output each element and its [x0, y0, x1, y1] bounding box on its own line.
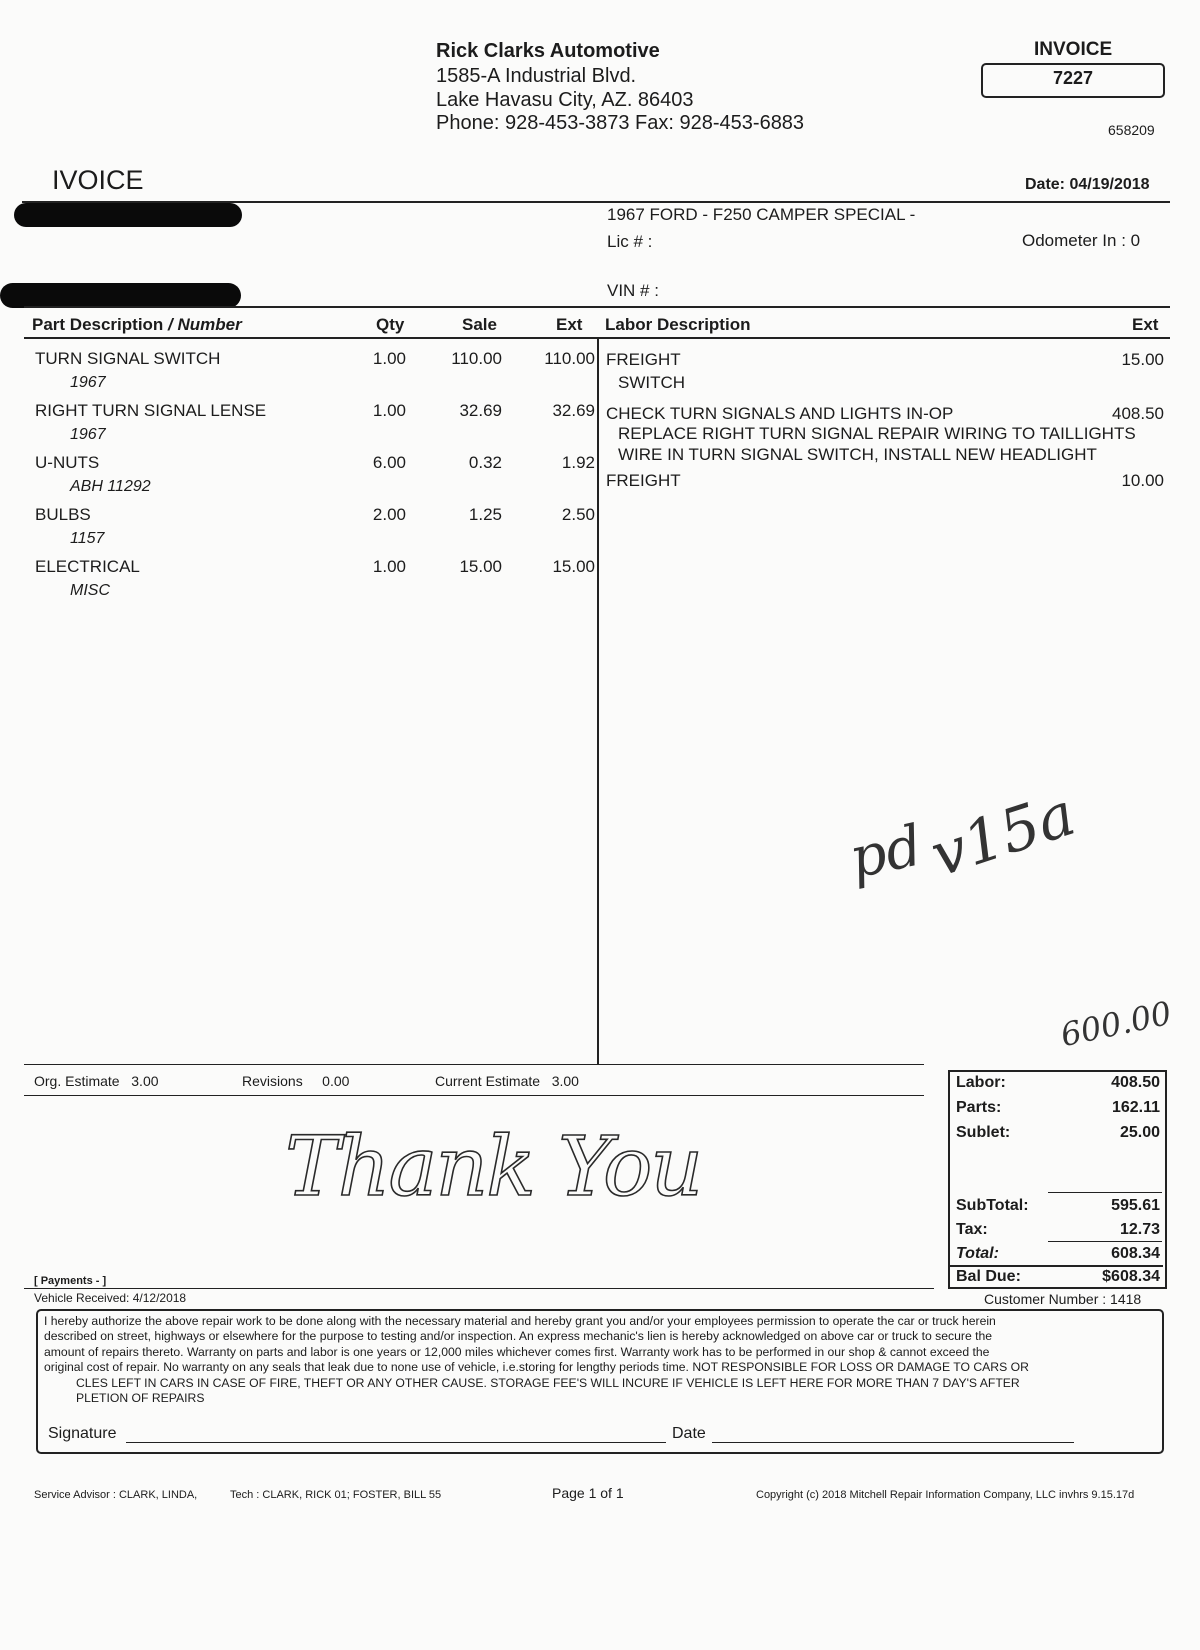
invoice-label: INVOICE — [1034, 39, 1113, 60]
parts-header-description: Part Description / Number — [32, 315, 242, 334]
parts-header-sale: Sale — [462, 315, 497, 334]
labor-title: FREIGHT — [606, 471, 681, 490]
part-ext: 15.00 — [552, 557, 595, 576]
part-qty: 2.00 — [372, 505, 406, 524]
labor-title: CHECK TURN SIGNALS AND LIGHTS IN-OP — [606, 404, 954, 423]
legal-line: original cost of repair. No warranty on any seals that leak due to none use of vehicle, i.e.storing for lengthy periods time. NOT RESPONSIBLE FOR LOSS OR DAMAGE TO CARS OR — [44, 1360, 1029, 1375]
redacted-customer-address — [0, 283, 241, 308]
subtotal-label: SubTotal: — [956, 1197, 1029, 1214]
signature-label: Signature — [48, 1425, 117, 1442]
subtotal-rule — [1048, 1192, 1162, 1193]
odometer-in: Odometer In : 0 — [1022, 231, 1141, 250]
part-number: MISC — [70, 582, 110, 599]
total-value: 608.34 — [1111, 1245, 1160, 1262]
payments-rule — [24, 1288, 934, 1289]
payments-label: [ Payments - ] — [34, 1275, 107, 1287]
baldue-rule — [948, 1265, 1163, 1267]
part-sale: 1.25 — [468, 505, 502, 524]
parts-total-label: Parts: — [956, 1099, 1002, 1116]
tax-label: Tax: — [956, 1221, 988, 1238]
part-sale: 15.00 — [459, 557, 502, 576]
signature-line[interactable] — [126, 1442, 666, 1443]
part-qty: 1.00 — [372, 557, 406, 576]
part-description: BULBS — [35, 505, 91, 524]
part-description: U-NUTS — [35, 453, 100, 472]
labor-total-label: Labor: — [956, 1074, 1006, 1091]
sublet-total-label: Sublet: — [956, 1124, 1011, 1141]
table-top-rule — [24, 306, 1170, 308]
customer-number: Customer Number : 1418 — [984, 1291, 1142, 1307]
invoice-date: Date: 04/19/2018 — [1025, 176, 1150, 193]
org-estimate: Org. Estimate 3.00 — [34, 1073, 159, 1089]
license-label: Lic # : — [607, 232, 653, 251]
part-description: ELECTRICAL — [35, 557, 140, 576]
shop-phone-fax: Phone: 928-453-3873 Fax: 928-453-6883 — [436, 112, 805, 134]
sublet-total: 25.00 — [1119, 1124, 1160, 1141]
date-label: Date — [672, 1425, 706, 1442]
parts-header-qty: Qty — [376, 315, 405, 334]
handwritten-paid-note: pd — [844, 813, 928, 892]
subtotal-value: 595.61 — [1111, 1197, 1160, 1214]
part-qty: 1.00 — [372, 349, 406, 368]
handwritten-visa-note: v15a — [922, 779, 1084, 891]
bal-due-value: $608.34 — [1102, 1268, 1160, 1285]
labor-detail: WIRE IN TURN SIGNAL SWITCH, INSTALL NEW HEADLIGHT — [618, 445, 1097, 464]
legal-line: PLETION OF REPAIRS — [76, 1391, 205, 1406]
thank-you-stamp: Thank You — [285, 1120, 702, 1215]
part-ext: 1.92 — [561, 453, 595, 472]
labor-detail: REPLACE RIGHT TURN SIGNAL REPAIR WIRING TO TAILLIGHTS — [618, 424, 1136, 443]
page-number: Page 1 of 1 — [552, 1485, 624, 1501]
part-qty: 1.00 — [372, 401, 406, 420]
legal-line: I hereby authorize the above repair work to be done along with the necessary material and hereby grant you and/or your employees permission to operate the car or truck herein — [44, 1314, 996, 1328]
part-ext: 110.00 — [544, 349, 595, 368]
table-column-divider — [597, 337, 599, 1064]
current-estimate: Current Estimate 3.00 — [435, 1073, 579, 1089]
labor-detail: SWITCH — [618, 373, 686, 392]
labor-title: FREIGHT — [606, 350, 681, 369]
part-qty: 6.00 — [372, 453, 406, 472]
redacted-customer-name — [14, 203, 242, 227]
shop-address-line2: Lake Havasu City, AZ. 86403 — [436, 89, 694, 111]
shop-name: Rick Clarks Automotive — [436, 40, 660, 62]
part-sale: 110.00 — [451, 349, 502, 368]
labor-header-description: Labor Description — [605, 315, 751, 334]
vehicle-description: 1967 FORD - F250 CAMPER SPECIAL - — [607, 205, 916, 224]
vin-label: VIN # : — [607, 281, 659, 300]
labor-ext: 10.00 — [1121, 471, 1164, 490]
estimate-rule — [24, 1064, 924, 1065]
part-ext: 2.50 — [561, 505, 595, 524]
bal-due-label: Bal Due: — [956, 1268, 1021, 1285]
date-line[interactable] — [712, 1442, 1074, 1443]
invoice-number: 7227 — [1052, 68, 1094, 88]
labor-header-ext: Ext — [1132, 315, 1159, 334]
estimate-bottom-rule — [24, 1095, 924, 1096]
labor-total: 408.50 — [1111, 1074, 1160, 1091]
part-number: ABH 11292 — [70, 478, 151, 495]
labor-ext: 408.50 — [1112, 404, 1164, 423]
part-number: 1967 — [70, 426, 106, 443]
tax-value: 12.73 — [1119, 1221, 1160, 1238]
part-description: TURN SIGNAL SWITCH — [35, 349, 221, 368]
part-number: 1157 — [70, 530, 105, 547]
copyright: Copyright (c) 2018 Mitchell Repair Information Company, LLC invhrs 9.15.17d — [756, 1489, 1135, 1501]
legal-line: CLES LEFT IN CARS IN CASE OF FIRE, THEFT OR ANY OTHER CAUSE. STORAGE FEE'S WILL INCURE IF VEHICLE IS LEFT HERE FOR MORE THAN 7 DAY'S AFTER — [76, 1375, 1020, 1390]
labor-ext: 15.00 — [1121, 350, 1164, 369]
revisions: Revisions 0.00 — [242, 1073, 350, 1089]
document-title: IVOICE — [52, 165, 144, 195]
legal-line: described on street, highways or elsewhere for the purpose to testing and/or inspection. An express mechanic's lien is hereby acknowledged on above car or truck to secure the — [44, 1329, 993, 1344]
part-description: RIGHT TURN SIGNAL LENSE — [35, 401, 267, 420]
parts-total: 162.11 — [1111, 1099, 1160, 1116]
shop-address-line1: 1585-A Industrial Blvd. — [436, 65, 637, 87]
part-number: 1967 — [70, 374, 106, 391]
total-label: Total: — [956, 1245, 999, 1262]
authorization-text — [44, 1314, 1159, 1406]
vehicle-received: Vehicle Received: 4/12/2018 — [34, 1291, 187, 1305]
legal-line: amount of repairs thereto. Warranty on parts and labor is one years or 12,000 miles whichever comes first. Warranty work has to be performed in our shop & cannot exceed the — [44, 1344, 990, 1359]
invoice-ref: 658209 — [1108, 122, 1155, 138]
technicians: Tech : CLARK, RICK 01; FOSTER, BILL 55 — [230, 1489, 442, 1501]
tax-rule — [1048, 1241, 1162, 1242]
part-sale: 32.69 — [459, 401, 502, 420]
part-ext: 32.69 — [552, 401, 595, 420]
service-advisor: Service Advisor : CLARK, LINDA, — [34, 1489, 198, 1501]
part-sale: 0.32 — [468, 453, 502, 472]
handwritten-amount: 600.00 — [1057, 993, 1175, 1055]
parts-header-ext: Ext — [556, 315, 583, 334]
